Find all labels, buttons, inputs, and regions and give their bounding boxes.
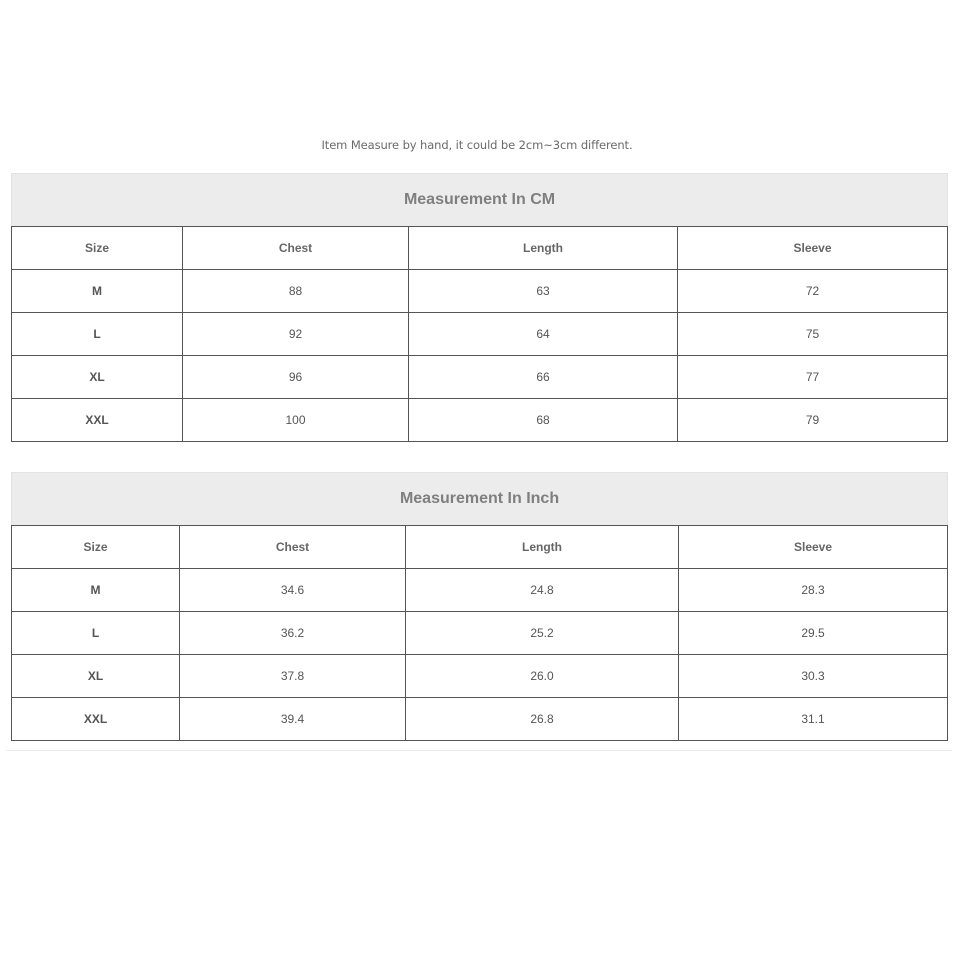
cm-header-sleeve: Sleeve: [678, 227, 948, 270]
cm-sleeve-cell: 77: [678, 356, 948, 399]
inch-row-m: [12, 569, 948, 612]
cm-chest-cell: 92: [183, 313, 409, 356]
inch-size-cell: M: [12, 569, 180, 612]
cm-length-cell: 64: [409, 313, 678, 356]
inch-size-cell: XL: [12, 655, 180, 698]
inch-chest-cell: 34.6: [180, 569, 406, 612]
cm-header-chest: Chest: [183, 227, 409, 270]
inch-row-xl: [12, 655, 948, 698]
inch-header-length: Length: [406, 526, 679, 569]
inch-header-size: Size: [12, 526, 180, 569]
cm-row-xxl: [12, 399, 948, 442]
cm-length-cell: 66: [409, 356, 678, 399]
cm-row-l: [12, 313, 948, 356]
inch-length-cell: 25.2: [406, 612, 679, 655]
inch-chest-cell: 36.2: [180, 612, 406, 655]
bottom-divider: [6, 750, 952, 751]
cm-row-m: [12, 270, 948, 313]
cm-chest-cell: 96: [183, 356, 409, 399]
cm-chest-cell: 100: [183, 399, 409, 442]
inch-sleeve-cell: 29.5: [679, 612, 948, 655]
inch-row-xxl: [12, 698, 948, 741]
cm-header-row: [12, 227, 948, 270]
inch-sleeve-cell: 31.1: [679, 698, 948, 741]
cm-length-cell: 68: [409, 399, 678, 442]
cm-row-xl: [12, 356, 948, 399]
inch-chest-cell: 39.4: [180, 698, 406, 741]
cm-measurement-table: [11, 173, 948, 442]
inch-length-cell: 26.0: [406, 655, 679, 698]
cm-table-title: Measurement In CM: [12, 174, 948, 227]
cm-length-cell: 63: [409, 270, 678, 313]
measure-note: Item Measure by hand, it could be 2cm~3cm different.: [321, 138, 633, 152]
cm-size-cell: XXL: [12, 399, 183, 442]
inch-measurement-table: [11, 472, 948, 741]
inch-chest-cell: 37.8: [180, 655, 406, 698]
cm-header-length: Length: [409, 227, 678, 270]
inch-length-cell: 24.8: [406, 569, 679, 612]
cm-sleeve-cell: 72: [678, 270, 948, 313]
cm-size-cell: XL: [12, 356, 183, 399]
cm-size-cell: L: [12, 313, 183, 356]
inch-sleeve-cell: 28.3: [679, 569, 948, 612]
cm-sleeve-cell: 75: [678, 313, 948, 356]
inch-header-sleeve: Sleeve: [679, 526, 948, 569]
cm-sleeve-cell: 79: [678, 399, 948, 442]
inch-size-cell: L: [12, 612, 180, 655]
inch-row-l: [12, 612, 948, 655]
cm-size-cell: M: [12, 270, 183, 313]
inch-sleeve-cell: 30.3: [679, 655, 948, 698]
inch-table-title: Measurement In Inch: [12, 473, 948, 526]
inch-header-chest: Chest: [180, 526, 406, 569]
inch-header-row: [12, 526, 948, 569]
cm-chest-cell: 88: [183, 270, 409, 313]
inch-size-cell: XXL: [12, 698, 180, 741]
inch-length-cell: 26.8: [406, 698, 679, 741]
cm-header-size: Size: [12, 227, 183, 270]
